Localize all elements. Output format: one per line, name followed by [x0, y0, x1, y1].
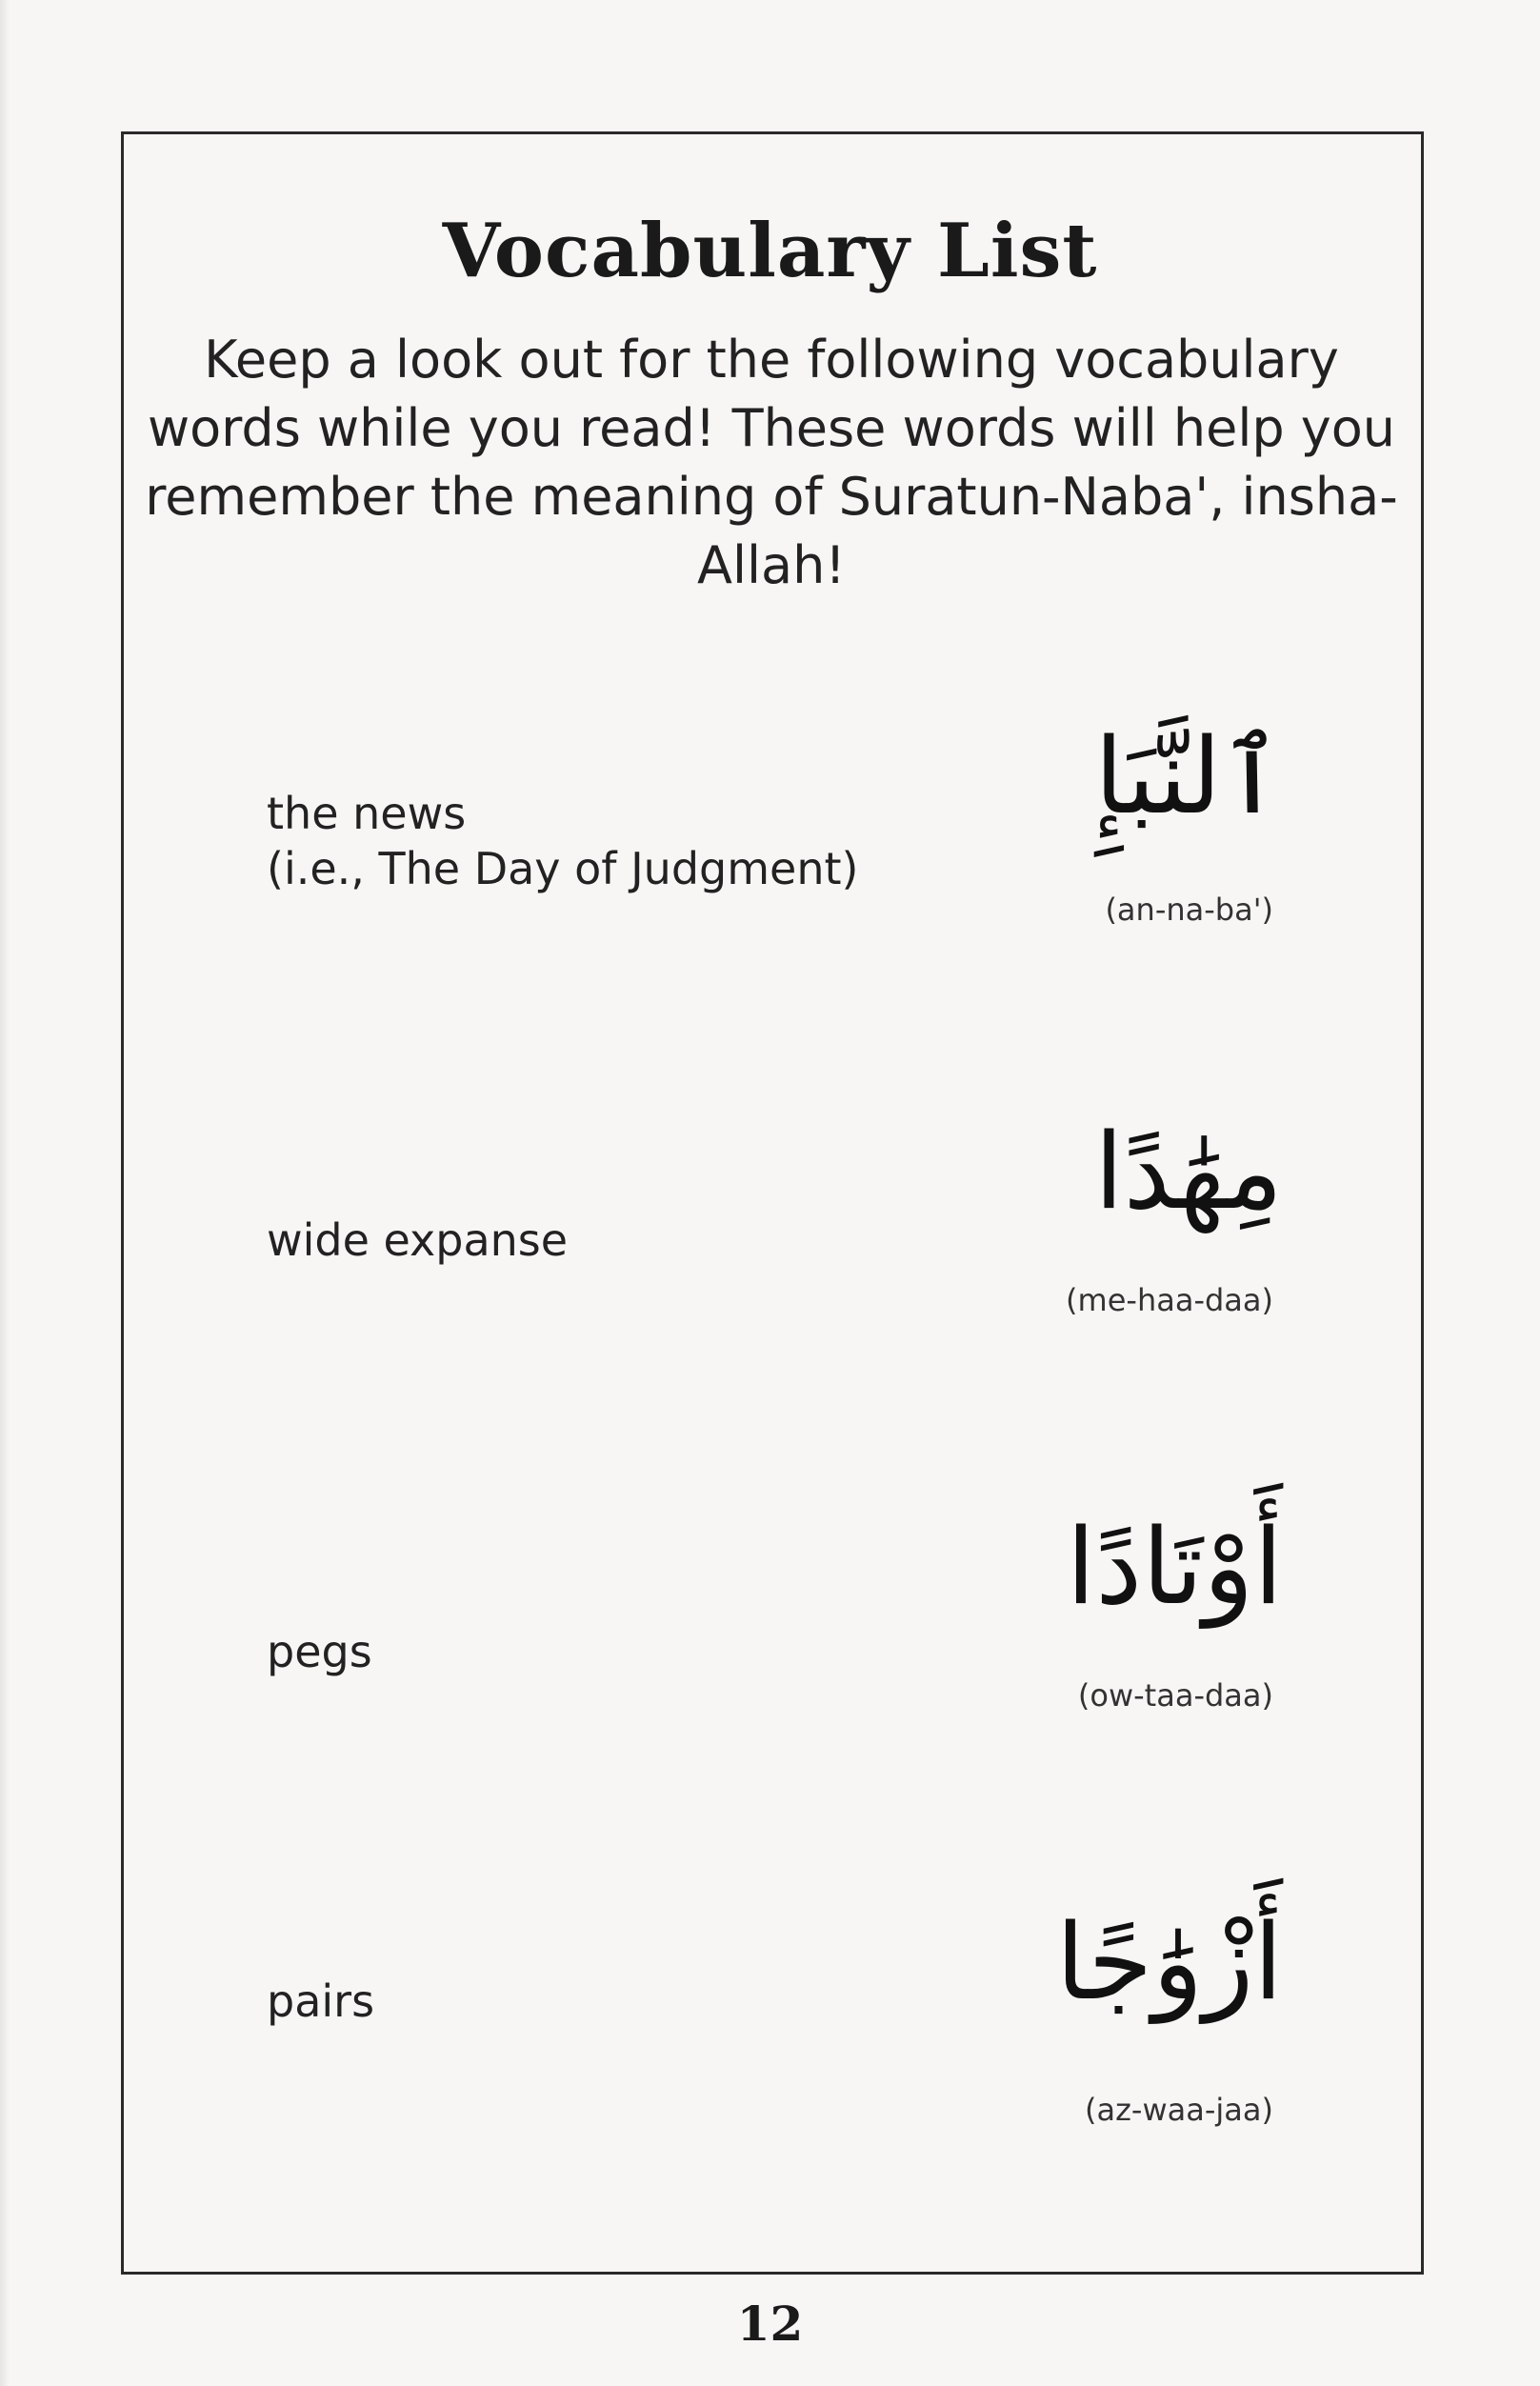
- vocab-english-word: wide expanse: [267, 1214, 569, 1266]
- vocab-arabic-word: أَزْوَٰجًا: [1055, 1901, 1283, 2023]
- vocab-arabic-word: أَوْتَادًا: [1066, 1506, 1283, 1628]
- vocab-english: [267, 1974, 374, 2029]
- vocab-transliteration: (ow-taa-daa): [1077, 1677, 1273, 1714]
- intro-paragraph: Keep a look out for the following vocabulary words while you read! These words will help you remember the meaning of Suratun-Naba', insha-Allah!: [145, 330, 1398, 595]
- vocab-entry-pairs: [0, 1900, 1540, 2148]
- vocab-english-word: pairs: [267, 1975, 375, 2027]
- vocab-english-word: the news: [267, 788, 467, 839]
- vocab-arabic-word: ٱلنَّبَإِ: [1094, 715, 1283, 837]
- vocab-english: [267, 786, 858, 896]
- vocab-entry-wide-expanse: [0, 1110, 1540, 1357]
- vocab-transliteration: (me-haa-daa): [1066, 1282, 1273, 1318]
- page-title: Vocabulary List: [442, 208, 1098, 294]
- vocab-arabic-word: مِهَٰدًا: [1094, 1111, 1283, 1233]
- page-number: 12: [736, 2296, 804, 2352]
- vocab-transliteration: (an-na-ba'): [1105, 892, 1273, 928]
- vocab-english-note: (i.e., The Day of Judgment): [267, 843, 859, 894]
- vocab-english-word: pegs: [267, 1626, 372, 1677]
- vocab-english: [267, 1624, 372, 1679]
- vocab-entry-pegs: [0, 1505, 1540, 1753]
- vocab-english: [267, 1213, 568, 1268]
- vocab-entry-news: [0, 686, 1540, 933]
- vocab-transliteration: (az-waa-jaa): [1085, 2092, 1273, 2128]
